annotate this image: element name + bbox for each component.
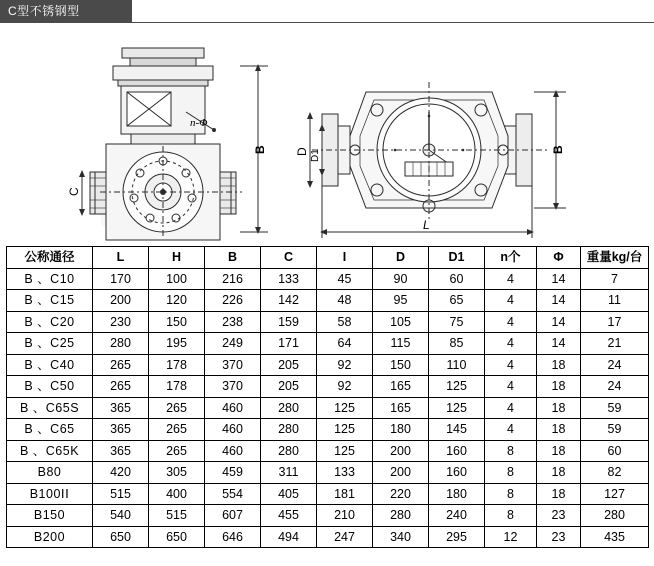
- cell-D1: 240: [429, 505, 485, 527]
- cell-phi: 14: [537, 311, 581, 333]
- cell-n: 4: [485, 419, 537, 441]
- table-row: [7, 290, 649, 312]
- cell-model: B200: [7, 526, 93, 548]
- cell-L: 170: [93, 268, 149, 290]
- header-divider: [0, 22, 654, 23]
- table-row: [7, 333, 649, 355]
- cell-B: 238: [205, 311, 261, 333]
- cell-weight: 59: [581, 419, 649, 441]
- cell-L: 365: [93, 440, 149, 462]
- technical-drawing-area: [0, 26, 654, 246]
- cell-B: 216: [205, 268, 261, 290]
- cell-H: 100: [149, 268, 205, 290]
- cell-D: 115: [373, 333, 429, 355]
- cell-weight: 7: [581, 268, 649, 290]
- right-plan-view: [295, 82, 566, 238]
- cell-phi: 14: [537, 333, 581, 355]
- cell-D: 165: [373, 397, 429, 419]
- cell-n: 4: [485, 311, 537, 333]
- cell-C: 133: [261, 268, 317, 290]
- cell-n: 8: [485, 462, 537, 484]
- cell-n: 4: [485, 268, 537, 290]
- cell-C: 171: [261, 333, 317, 355]
- table-row: [7, 311, 649, 333]
- cell-weight: 24: [581, 354, 649, 376]
- cell-I: 125: [317, 397, 373, 419]
- cell-weight: 21: [581, 333, 649, 355]
- cell-model: B 、C15: [7, 290, 93, 312]
- cell-D: 150: [373, 354, 429, 376]
- cell-B: 460: [205, 419, 261, 441]
- cell-H: 120: [149, 290, 205, 312]
- cell-H: 400: [149, 483, 205, 505]
- cell-n: 4: [485, 333, 537, 355]
- cell-n: 12: [485, 526, 537, 548]
- cell-C: 142: [261, 290, 317, 312]
- page-header: [0, 0, 654, 26]
- cell-I: 64: [317, 333, 373, 355]
- cell-D: 200: [373, 462, 429, 484]
- column-header: 重量kg/台: [581, 247, 649, 269]
- column-header: L: [93, 247, 149, 269]
- table-row: [7, 354, 649, 376]
- cell-phi: 14: [537, 268, 581, 290]
- cell-model: B 、C25: [7, 333, 93, 355]
- table-body: [7, 268, 649, 548]
- cell-weight: 24: [581, 376, 649, 398]
- cell-model: B 、C65: [7, 419, 93, 441]
- cell-C: 311: [261, 462, 317, 484]
- cell-model: B100ⅠⅠ: [7, 483, 93, 505]
- cell-phi: 18: [537, 483, 581, 505]
- cell-weight: 435: [581, 526, 649, 548]
- cell-n: 8: [485, 483, 537, 505]
- drawing-svg: [0, 26, 654, 246]
- cell-I: 181: [317, 483, 373, 505]
- cell-D1: 85: [429, 333, 485, 355]
- cell-phi: 18: [537, 440, 581, 462]
- cell-D1: 160: [429, 440, 485, 462]
- cell-D: 90: [373, 268, 429, 290]
- cell-I: 92: [317, 376, 373, 398]
- cell-C: 205: [261, 376, 317, 398]
- cell-I: 247: [317, 526, 373, 548]
- cell-I: 48: [317, 290, 373, 312]
- table-row: [7, 376, 649, 398]
- cell-H: 515: [149, 505, 205, 527]
- column-header: 公称通径: [7, 247, 93, 269]
- cell-I: 125: [317, 440, 373, 462]
- cell-weight: 280: [581, 505, 649, 527]
- cell-D: 280: [373, 505, 429, 527]
- column-header: C: [261, 247, 317, 269]
- cell-L: 515: [93, 483, 149, 505]
- table-row: [7, 483, 649, 505]
- cell-D: 220: [373, 483, 429, 505]
- cell-C: 159: [261, 311, 317, 333]
- cell-H: 265: [149, 397, 205, 419]
- cell-H: 265: [149, 440, 205, 462]
- label-n-phi: n-Φ: [190, 117, 208, 129]
- table-row: [7, 462, 649, 484]
- cell-D: 95: [373, 290, 429, 312]
- spec-table: [6, 246, 649, 548]
- cell-B: 460: [205, 397, 261, 419]
- table-row: [7, 268, 649, 290]
- cell-L: 650: [93, 526, 149, 548]
- cell-D: 200: [373, 440, 429, 462]
- cell-weight: 82: [581, 462, 649, 484]
- cell-D1: 145: [429, 419, 485, 441]
- cell-n: 8: [485, 440, 537, 462]
- label-C-left: C: [67, 187, 81, 196]
- cell-H: 305: [149, 462, 205, 484]
- cell-n: 4: [485, 290, 537, 312]
- cell-n: 4: [485, 376, 537, 398]
- cell-phi: 14: [537, 290, 581, 312]
- left-elevation-view: [67, 48, 268, 240]
- cell-D1: 180: [429, 483, 485, 505]
- cell-C: 205: [261, 354, 317, 376]
- column-header: H: [149, 247, 205, 269]
- cell-phi: 23: [537, 505, 581, 527]
- cell-D1: 125: [429, 376, 485, 398]
- cell-B: 459: [205, 462, 261, 484]
- cell-phi: 18: [537, 354, 581, 376]
- cell-B: 646: [205, 526, 261, 548]
- cell-I: 125: [317, 419, 373, 441]
- cell-model: B 、C20: [7, 311, 93, 333]
- column-header: D: [373, 247, 429, 269]
- cell-B: 249: [205, 333, 261, 355]
- cell-D1: 125: [429, 397, 485, 419]
- cell-L: 540: [93, 505, 149, 527]
- cell-weight: 127: [581, 483, 649, 505]
- label-L: L: [423, 218, 430, 232]
- cell-model: B 、C65K: [7, 440, 93, 462]
- label-B-left: B: [253, 145, 267, 154]
- cell-L: 280: [93, 333, 149, 355]
- cell-L: 265: [93, 376, 149, 398]
- cell-C: 455: [261, 505, 317, 527]
- label-B-right: B: [551, 145, 565, 154]
- cell-L: 365: [93, 419, 149, 441]
- column-header: n个: [485, 247, 537, 269]
- cell-H: 650: [149, 526, 205, 548]
- cell-model: B80: [7, 462, 93, 484]
- cell-D1: 60: [429, 268, 485, 290]
- cell-model: B 、C40: [7, 354, 93, 376]
- cell-weight: 17: [581, 311, 649, 333]
- cell-I: 92: [317, 354, 373, 376]
- cell-phi: 18: [537, 397, 581, 419]
- cell-D1: 160: [429, 462, 485, 484]
- cell-H: 178: [149, 354, 205, 376]
- cell-D: 180: [373, 419, 429, 441]
- column-header: D1: [429, 247, 485, 269]
- cell-n: 4: [485, 397, 537, 419]
- cell-phi: 18: [537, 376, 581, 398]
- cell-model: B150: [7, 505, 93, 527]
- cell-n: 4: [485, 354, 537, 376]
- label-D: D: [295, 147, 309, 156]
- table-row: [7, 397, 649, 419]
- column-header: I: [317, 247, 373, 269]
- cell-D: 105: [373, 311, 429, 333]
- column-header: Φ: [537, 247, 581, 269]
- cell-B: 226: [205, 290, 261, 312]
- cell-C: 405: [261, 483, 317, 505]
- column-header: B: [205, 247, 261, 269]
- cell-L: 230: [93, 311, 149, 333]
- cell-I: 210: [317, 505, 373, 527]
- label-D1: D1: [310, 149, 321, 162]
- cell-L: 265: [93, 354, 149, 376]
- cell-weight: 11: [581, 290, 649, 312]
- cell-L: 200: [93, 290, 149, 312]
- cell-weight: 59: [581, 397, 649, 419]
- table-header-row: [7, 247, 649, 269]
- cell-B: 607: [205, 505, 261, 527]
- cell-phi: 18: [537, 462, 581, 484]
- cell-C: 280: [261, 440, 317, 462]
- cell-C: 280: [261, 397, 317, 419]
- cell-model: B 、C50: [7, 376, 93, 398]
- cell-I: 133: [317, 462, 373, 484]
- cell-B: 370: [205, 354, 261, 376]
- table-row: [7, 440, 649, 462]
- cell-model: B 、C65S: [7, 397, 93, 419]
- cell-I: 58: [317, 311, 373, 333]
- cell-L: 420: [93, 462, 149, 484]
- cell-B: 554: [205, 483, 261, 505]
- cell-model: B 、C10: [7, 268, 93, 290]
- cell-H: 178: [149, 376, 205, 398]
- cell-C: 494: [261, 526, 317, 548]
- cell-H: 150: [149, 311, 205, 333]
- spec-table-wrap: [0, 246, 654, 548]
- table-row: [7, 505, 649, 527]
- cell-C: 280: [261, 419, 317, 441]
- cell-L: 365: [93, 397, 149, 419]
- cell-D1: 75: [429, 311, 485, 333]
- cell-phi: 18: [537, 419, 581, 441]
- cell-D1: 295: [429, 526, 485, 548]
- table-row: [7, 526, 649, 548]
- cell-H: 195: [149, 333, 205, 355]
- cell-I: 45: [317, 268, 373, 290]
- section-title-tab: C型不锈钢型: [0, 0, 132, 22]
- cell-phi: 23: [537, 526, 581, 548]
- cell-D: 165: [373, 376, 429, 398]
- cell-D1: 65: [429, 290, 485, 312]
- cell-D: 340: [373, 526, 429, 548]
- cell-H: 265: [149, 419, 205, 441]
- cell-D1: 110: [429, 354, 485, 376]
- cell-n: 8: [485, 505, 537, 527]
- table-row: [7, 419, 649, 441]
- cell-B: 460: [205, 440, 261, 462]
- cell-weight: 60: [581, 440, 649, 462]
- cell-B: 370: [205, 376, 261, 398]
